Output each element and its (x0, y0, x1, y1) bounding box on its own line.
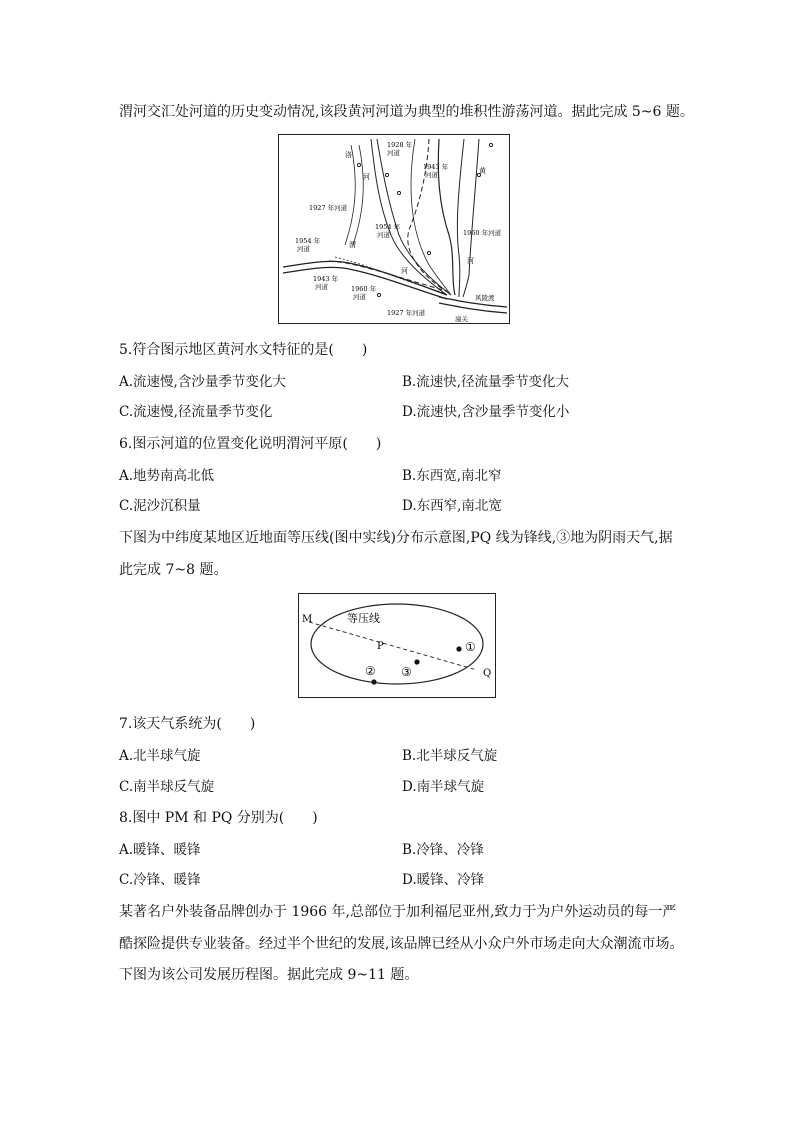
q7-option-d: D.南半球气旋 (402, 779, 485, 795)
q7-option-c: C.南半球反气旋 (119, 779, 215, 795)
q7-stem: 7.该天气系统为( ) (119, 716, 256, 732)
label-1954-b-b: 河道 (297, 245, 310, 253)
label-he-1: 河 (363, 173, 370, 181)
label-1960-b: 1960 年 (351, 285, 377, 293)
q5-option-b: B.流速快,径流量季节变化大 (402, 374, 570, 390)
intro-text-3-line-1: 某著名户外装备品牌创办于 1966 年,总部位于加利福尼亚州,致力于为户外运动员的每一严 (119, 904, 677, 920)
label-1943-a: 1943 年 (423, 163, 449, 171)
q6-option-a: A.地势南高北低 (119, 468, 215, 484)
label-he-2: 河 (401, 267, 408, 275)
point-1-label: ① (465, 640, 476, 654)
point-2-dot (371, 679, 376, 684)
river-course-map (278, 134, 510, 324)
q5-option-a: A.流速慢,含沙量季节变化大 (119, 374, 286, 390)
q6-stem: 6.图示河道的位置变化说明渭河平原( ) (119, 436, 382, 452)
point-1-dot (456, 646, 461, 651)
q7-option-b: B.北半球反气旋 (402, 748, 498, 764)
q7-option-a: A.北半球气旋 (119, 748, 201, 764)
intro-text-1: 渭河交汇处河道的历史变动情况,该段黄河河道为典型的堆积性游荡河道。据此完成 5~6 题。 (119, 104, 694, 120)
point-3-label: ③ (401, 665, 412, 679)
label-1927: 1927 年河道 (309, 204, 348, 212)
label-1928: 1928 年 (387, 141, 413, 149)
label-wei: 渭 (349, 241, 356, 249)
point-q-label: Q (483, 668, 492, 679)
isobar-title: 等压线 (347, 612, 380, 625)
isobar-svg (299, 594, 495, 697)
isobar-diagram (298, 593, 496, 698)
q6-option-d: D.东西窄,南北宽 (402, 498, 502, 514)
label-1943-a-b: 河道 (425, 171, 438, 179)
label-1954-a-b: 河道 (377, 231, 390, 239)
label-huang: 黄 (479, 167, 486, 175)
point-p-label: P (377, 641, 384, 652)
intro-text-2-line-1: 下图为中纬度某地区近地面等压线(图中实线)分布示意图,PQ 线为锋线,③地为阴雨天气,据 (119, 530, 673, 546)
q8-stem: 8.图中 PM 和 PQ 分别为( ) (119, 810, 318, 826)
label-fenglingdu: 风陵渡 (475, 294, 495, 302)
intro-text-2-line-2: 此完成 7~8 题。 (119, 562, 228, 578)
intro-text-3-line-2: 酷探险提供专业装备。经过半个世纪的发展,该品牌已经从小众户外市场走向大众潮流市场。 (119, 936, 684, 952)
q6-option-c: C.泥沙沉积量 (119, 498, 201, 514)
label-he-3: 河 (467, 257, 474, 265)
label-1927-b: 1927 年河道 (387, 309, 426, 317)
q6-option-b: B.东西宽,南北窄 (402, 468, 502, 484)
label-1943-b: 1943 年 (313, 275, 339, 283)
river-map-svg (279, 135, 509, 323)
label-1954-a: 1954 年 (375, 223, 401, 231)
intro-text-3-line-3: 下图为该公司发展历程图。据此完成 9~11 题。 (119, 967, 419, 983)
point-m-label: M (302, 614, 313, 625)
point-3-dot (414, 659, 419, 664)
label-1960-b-b: 河道 (353, 293, 366, 301)
q5-option-c: C.流速慢,径流量季节变化 (119, 404, 273, 420)
q8-option-c: C.冷锋、暖锋 (119, 872, 201, 888)
label-1954-b: 1954 年 (295, 237, 321, 245)
label-tongguan: 潼关 (455, 315, 468, 323)
q5-stem: 5.符合图示地区黄河水文特征的是( ) (119, 342, 368, 358)
label-1943-b-b: 河道 (315, 283, 328, 291)
point-2-label: ② (365, 664, 376, 678)
q5-option-d: D.流速快,含沙量季节变化小 (402, 404, 570, 420)
label-1960-a: 1960 年河道 (463, 229, 502, 237)
q8-option-a: A.暖锋、暖锋 (119, 842, 201, 858)
label-1928-b: 河道 (387, 149, 400, 157)
q8-option-b: B.冷锋、冷锋 (402, 842, 484, 858)
label-luo: 洛 (345, 151, 352, 159)
q8-option-d: D.暖锋、冷锋 (402, 872, 485, 888)
